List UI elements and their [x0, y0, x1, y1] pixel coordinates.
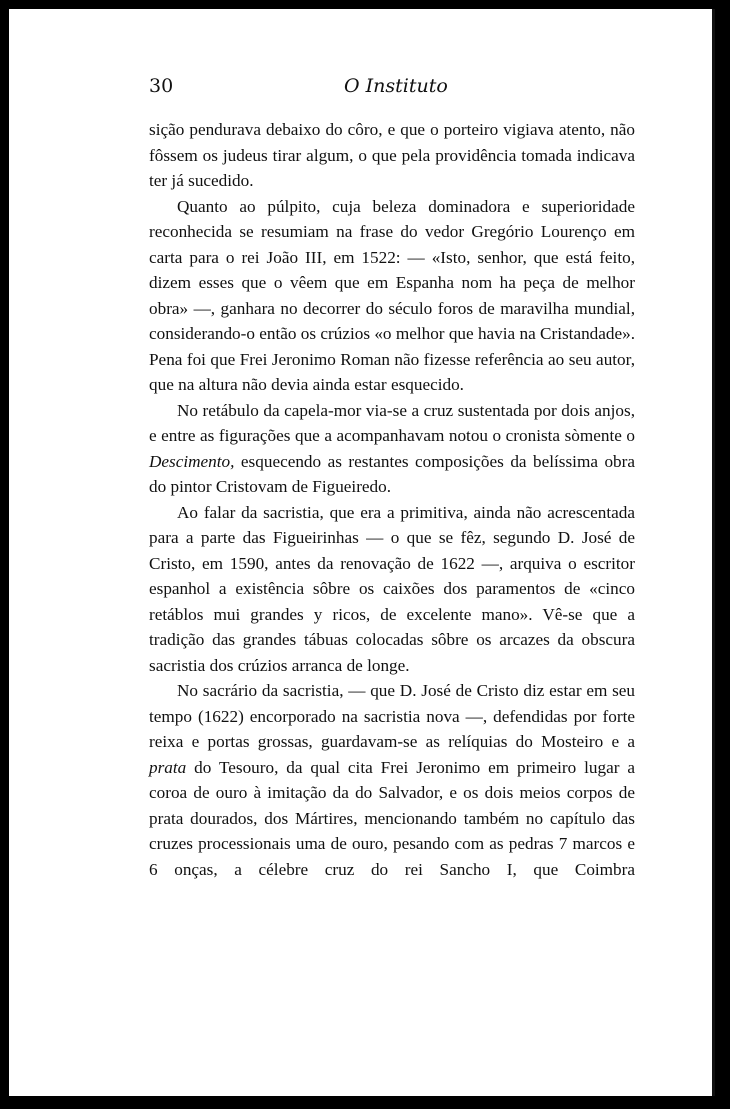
- paragraph-sacristia: [149, 500, 635, 679]
- text-run: Ao falar da sacristia, que era a primitiva, ainda não acrescentada para a parte das Figueirinhas — o que se fêz, segundo D. José de Cristo, em 1590, antes da renovação de 1622 —, arquiva o escritor espanhol a existência sôbre os caixões dos paramentos de «cinco retáblos mui grandes y ricos, de excelente mano». Vê-se que a tradição das grandes tábuas colocadas sôbre os arcazes da obscura sacristia dos crúzios arranca de longe.: [149, 502, 635, 675]
- page-header: [149, 75, 634, 105]
- paragraph-retabulo: [149, 398, 635, 500]
- paragraph-pulpito: [149, 194, 635, 398]
- italic-term: prata: [149, 757, 187, 777]
- paragraph-continuation: [149, 117, 635, 194]
- text-run: No retábulo da capela-mor via-se a cruz sustentada por dois anjos, e entre as figurações que a acompanhavam notou o cronista sòmente o: [149, 400, 635, 445]
- book-page: [9, 9, 715, 1096]
- text-run: No sacrário da sacristia, — que D. José de Cristo diz estar em seu tempo (1622) encorporado na sacristia nova —, defendidas por forte reixa e portas grossas, guardavam-se as relíquias do Mosteiro e a: [149, 681, 635, 751]
- text-run: esquecendo as restantes composições da belíssima obra do pintor Cristovam de Figueiredo.: [149, 451, 635, 496]
- paragraph-sacrario: [149, 678, 635, 882]
- italic-title: Descimento,: [149, 451, 235, 471]
- text-run: sição pendurava debaixo do côro, e que o porteiro vigiava atento, não fôssem os judeus tirar algum, o que pela providência tomada indicava ter já sucedido.: [149, 120, 635, 190]
- body-text: [149, 117, 635, 882]
- running-title: O Instituto: [344, 75, 448, 97]
- page-number: 30: [149, 75, 174, 97]
- text-run: Quanto ao púlpito, cuja beleza dominadora e superioridade reconhecida se resumiam na frase do vedor Gregório Lourenço em carta para o rei João III, em 1522: — «Isto, senhor, que está feito, dizem esses que o vêem que em Espanha nom ha peça de melhor obra» —, ganhara no decorrer do século foros de maravilha mundial, considerando-o então os crúzios «o melhor que havia na Cristandade». Pena foi que Frei Jeronimo Roman não fizesse referência ao seu autor, que na altura não devia ainda estar esquecido.: [149, 196, 635, 394]
- text-run: do Tesouro, da qual cita Frei Jeronimo em primeiro lugar a coroa de ouro à imitação da do Salvador, e os dois meios corpos de prata dourados, dos Mártires, mencionando também no capítulo das cruzes processionais uma de ouro, pesando com as pedras 7 marcos e 6 onças, a célebre cruz do rei Sancho I, que Coimbra: [149, 757, 635, 879]
